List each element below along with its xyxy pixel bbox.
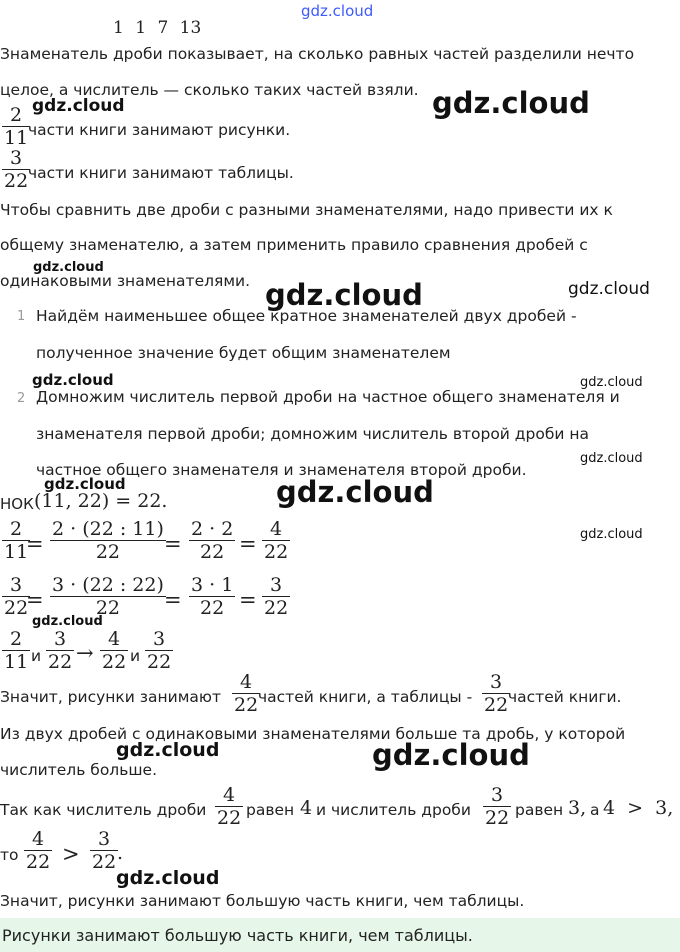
step-2-line-3: частное общего знаменателя и знаменателя второй дроби. — [36, 461, 527, 479]
numerator: 4 — [223, 784, 236, 806]
watermark: gdz.cloud — [276, 475, 434, 509]
eq1-fraction-c — [189, 518, 235, 563]
step-2-line-1: Домножим числитель первой дроби на частное общего знаменателя и — [36, 388, 620, 406]
denominator: 22 — [92, 851, 117, 873]
step-marker-1: 1 — [17, 309, 26, 324]
eq2-fraction-d — [262, 574, 290, 619]
numerator: 2 · 2 — [191, 518, 234, 540]
intro-line-1: Знаменатель дроби показывает, на сколько равных частей разделили нечто — [0, 45, 635, 63]
denominator: 22 — [485, 807, 510, 829]
since-value-1: 4 — [300, 797, 313, 819]
numerator: 3 — [10, 147, 23, 169]
since-value-2: 3, — [568, 797, 587, 819]
denominator: 22 — [200, 597, 225, 619]
meaning-text-2: частей книги, а таблицы - — [258, 688, 473, 706]
since-comparison: 4 > 3, — [603, 797, 674, 819]
answer-text: Рисунки занимают большую часть книги, чем таблицы. — [2, 926, 473, 945]
numerator: 3 — [10, 574, 23, 596]
denominator: 22 — [95, 541, 121, 563]
cut-off-fraction-numerators: 1 1 7 13 — [113, 18, 202, 38]
lcm-label: НОК — [0, 495, 34, 513]
result-fraction-2 — [90, 828, 118, 873]
transform-fraction-2 — [46, 628, 74, 673]
step-2-line-2: знаменателя первой дроби; домножим числитель второй дроби на — [36, 425, 590, 443]
denominator: 11 — [4, 541, 29, 563]
fact-drawings-text: части книги занимают рисунки. — [28, 121, 291, 139]
fraction-drawings — [2, 104, 30, 149]
numerator: 4 — [108, 628, 121, 650]
rule-line-3: одинаковыми знаменателями. — [0, 272, 251, 290]
numerator: 3 — [490, 671, 503, 693]
numerator: 3 · 1 — [191, 574, 234, 596]
rule-line-2: общему знаменателю, а затем применить правило сравнения дробей с — [0, 236, 588, 254]
denominator: 22 — [484, 694, 509, 716]
since-fraction-1 — [215, 784, 243, 829]
step-1-line-1: Найдём наименьшее общее кратное знаменателей двух дробей - — [36, 307, 577, 325]
denominator: 11 — [4, 127, 29, 149]
numerator: 2 · (22 : 11) — [52, 518, 164, 540]
step-marker-2: 2 — [17, 391, 26, 406]
transform-fraction-1 — [2, 628, 30, 673]
watermark: gdz.cloud — [580, 527, 643, 542]
since-text-5: а — [590, 801, 600, 819]
compare-rule-line-2: числитель больше. — [0, 761, 157, 779]
watermark: gdz.cloud — [568, 279, 650, 299]
fact-tables-text: части книги занимают таблицы. — [28, 164, 294, 182]
denominator: 22 — [200, 541, 225, 563]
eq1-fraction-d — [262, 518, 290, 563]
watermark: gdz.cloud — [580, 451, 643, 466]
equals-sign: = — [164, 588, 182, 612]
conjunction-and: и — [31, 647, 42, 665]
meaning-fraction-2 — [482, 671, 510, 716]
since-text-4: равен — [515, 801, 564, 819]
watermark-top: gdz.cloud — [301, 2, 374, 20]
denominator: 22 — [234, 694, 259, 716]
greater-than-sign: > — [62, 842, 80, 866]
watermark: gdz.cloud — [116, 867, 220, 889]
eq1-fraction-b — [50, 518, 166, 563]
numerator: 3 — [491, 784, 504, 806]
period: . — [117, 842, 124, 864]
watermark: gdz.cloud — [116, 739, 220, 761]
denominator: 22 — [102, 651, 127, 673]
denominator: 11 — [4, 651, 29, 673]
watermark: gdz.cloud — [32, 371, 114, 389]
numerator: 4 — [32, 828, 45, 850]
meaning-text-1: Значит, рисунки занимают — [0, 688, 222, 706]
equals-sign: = — [239, 532, 257, 556]
denominator: 22 — [95, 597, 121, 619]
equals-sign: = — [164, 532, 182, 556]
result-fraction-1 — [24, 828, 52, 873]
intro-line-2: целое, а числитель — сколько таких частей взяли. — [0, 81, 419, 99]
transform-fraction-3 — [100, 628, 128, 673]
numerator: 3 — [270, 574, 283, 596]
eq2-fraction-c — [189, 574, 235, 619]
equals-sign: = — [239, 588, 257, 612]
numerator: 2 — [10, 104, 23, 126]
numerator: 4 — [240, 671, 253, 693]
denominator: 22 — [264, 597, 289, 619]
rule-line-1: Чтобы сравнить две дроби с разными знаменателями, надо привести их к — [0, 201, 613, 219]
denominator: 22 — [26, 851, 51, 873]
conclusion-text: Значит, рисунки занимают большую часть книги, чем таблицы. — [0, 892, 525, 910]
watermark: gdz.cloud — [33, 260, 104, 275]
watermark: gdz.cloud — [44, 475, 126, 493]
numerator: 3 · (22 : 22) — [52, 574, 164, 596]
denominator: 22 — [48, 651, 73, 673]
numerator: 2 — [10, 518, 23, 540]
lcm-expression: (11, 22) = 22. — [34, 490, 168, 512]
then-text: то — [0, 846, 19, 864]
denominator: 22 — [217, 807, 242, 829]
compare-rule-line-1: Из двух дробей с одинаковыми знаменателями больше та дробь, у которой — [0, 725, 626, 743]
watermark: gdz.cloud — [32, 96, 125, 116]
watermark: gdz.cloud — [580, 375, 643, 390]
fraction-tables — [2, 147, 30, 192]
since-text-1: Так как числитель дроби — [0, 801, 207, 819]
watermark: gdz.cloud — [265, 278, 423, 312]
meaning-fraction-1 — [232, 671, 260, 716]
numerator: 3 — [54, 628, 67, 650]
denominator: 22 — [147, 651, 172, 673]
denominator: 22 — [4, 170, 29, 192]
numerator: 2 — [10, 628, 23, 650]
watermark: gdz.cloud — [372, 738, 530, 772]
numerator: 3 — [98, 828, 111, 850]
arrow-right-icon: → — [76, 641, 94, 665]
conjunction-and: и — [130, 647, 141, 665]
watermark: gdz.cloud — [432, 86, 590, 120]
transform-fraction-4 — [145, 628, 173, 673]
answer-box — [0, 918, 680, 952]
step-1-line-2: полученное значение будет общим знаменателем — [36, 344, 451, 362]
denominator: 22 — [264, 541, 289, 563]
since-text-3: и числитель дроби — [316, 801, 471, 819]
meaning-text-3: частей книги. — [508, 688, 622, 706]
equals-sign: = — [26, 588, 44, 612]
denominator: 22 — [4, 597, 29, 619]
equals-sign: = — [26, 532, 44, 556]
eq2-fraction-b — [50, 574, 166, 619]
numerator: 4 — [270, 518, 283, 540]
since-fraction-2 — [483, 784, 511, 829]
since-text-2: равен — [246, 801, 295, 819]
numerator: 3 — [153, 628, 166, 650]
watermark: gdz.cloud — [32, 614, 103, 629]
